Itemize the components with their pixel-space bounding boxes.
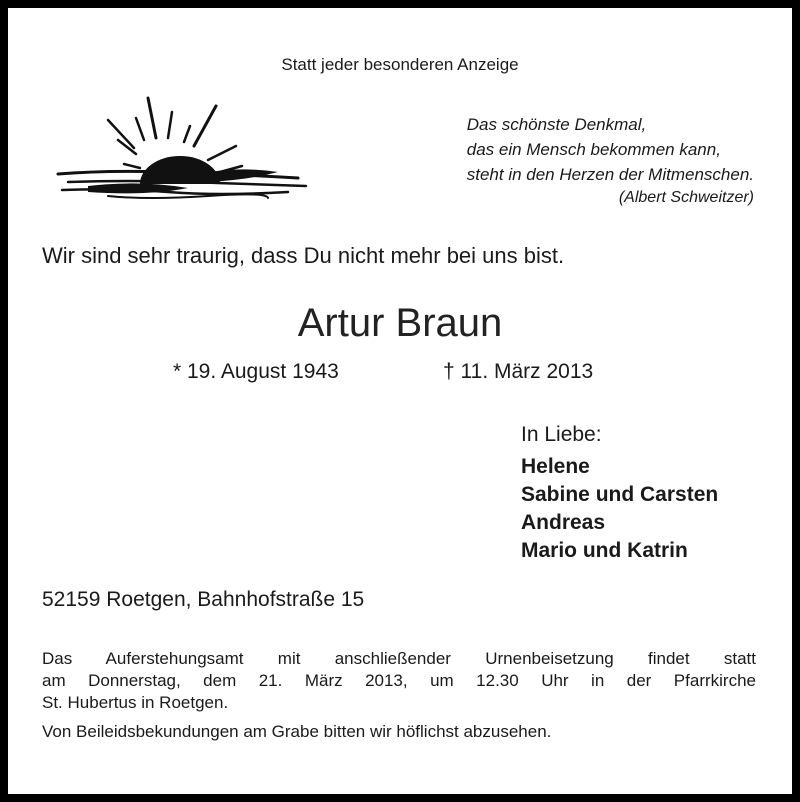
service-line: am Donnerstag, dem 21. März 2013, um 12.30 Uhr in der Pfarrkirche: [42, 671, 756, 690]
service-line: St. Hubertus in Roetgen.: [42, 693, 229, 712]
family-list: [521, 453, 718, 565]
death-date: † 11. März 2013: [443, 360, 594, 383]
quote-line: Das schönste Denkmal,: [466, 115, 647, 134]
intro-text: Wir sind sehr traurig, dass Du nicht mehr bei uns bist.: [42, 243, 565, 268]
quote-block: [467, 112, 754, 187]
sunset-icon: [48, 96, 318, 226]
condolence-note: Von Beileidsbekundungen am Grabe bitten wir höflichst abzusehen.: [42, 722, 552, 741]
birth-date: * 19. August 1943: [173, 360, 339, 383]
family-label: In Liebe:: [521, 423, 602, 446]
family-member: Andreas: [521, 511, 606, 534]
obituary-card: [8, 8, 792, 794]
header-text: Statt jeder besonderen Anzeige: [281, 55, 519, 74]
quote-line: das ein Mensch bekommen kann,: [466, 140, 721, 159]
family-member: Sabine und Carsten: [521, 483, 719, 506]
family-member: Helene: [521, 455, 590, 478]
quote-line: steht in den Herzen der Mitmenschen.: [466, 165, 754, 184]
service-text: [42, 648, 756, 714]
family-member: Mario und Katrin: [521, 539, 688, 562]
quote-author: (Albert Schweitzer): [618, 189, 754, 206]
service-line: Das Auferstehungsamt mit anschließender Urnenbeisetzung findet statt: [42, 649, 756, 668]
deceased-name: Artur Braun: [297, 301, 503, 345]
address: 52159 Roetgen, Bahnhofstraße 15: [42, 588, 365, 611]
